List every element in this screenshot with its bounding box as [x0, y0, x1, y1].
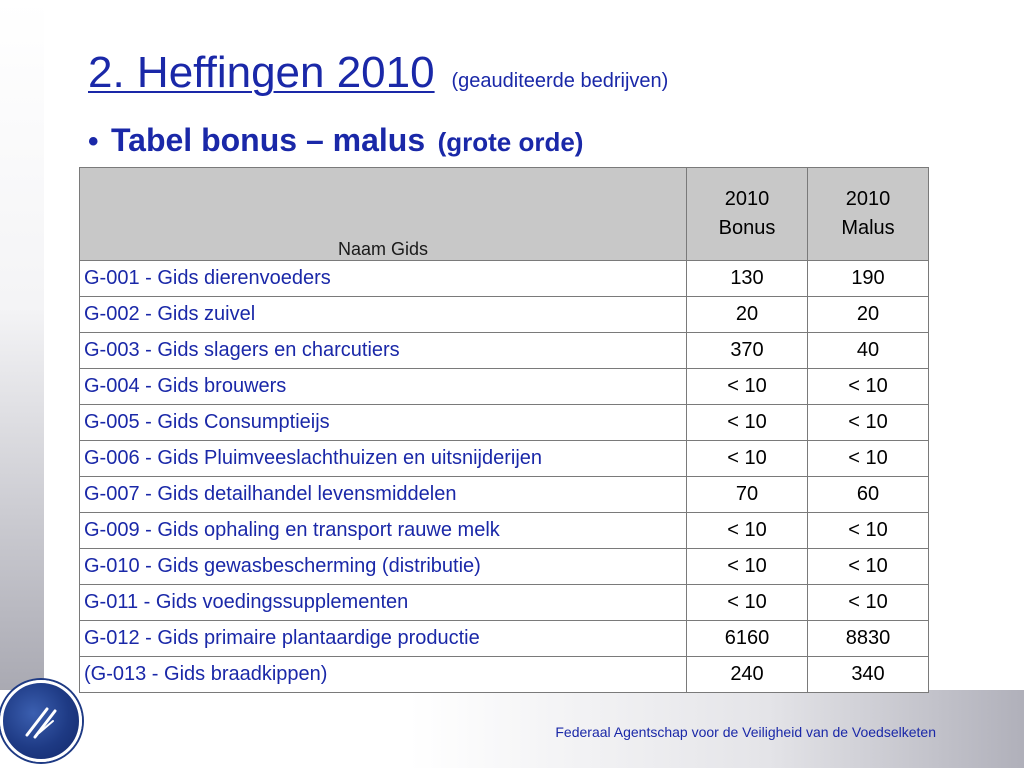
row-malus: < 10	[808, 585, 929, 621]
agency-logo	[0, 680, 82, 762]
row-bonus: < 10	[687, 585, 808, 621]
row-malus: 60	[808, 477, 929, 513]
header-bonus-label: Bonus	[718, 217, 776, 239]
header-bonus-year: 2010	[724, 188, 770, 210]
table-row	[80, 405, 929, 441]
row-malus: 20	[808, 297, 929, 333]
row-bonus: < 10	[687, 441, 808, 477]
slide-title	[88, 48, 668, 98]
slide-title-main: 2. Heffingen 2010	[88, 48, 435, 97]
row-malus: < 10	[808, 369, 929, 405]
left-decor-band	[0, 0, 44, 768]
row-bonus: 20	[687, 297, 808, 333]
row-name: G-002 - Gids zuivel	[80, 297, 687, 333]
row-name: G-009 - Gids ophaling en transport rauwe melk	[80, 513, 687, 549]
table-row	[80, 369, 929, 405]
row-name: G-005 - Gids Consumptieijs	[80, 405, 687, 441]
header-malus-year: 2010	[845, 188, 891, 210]
row-malus: < 10	[808, 441, 929, 477]
bullet-heading	[88, 122, 583, 159]
table-row	[80, 621, 929, 657]
row-name: G-004 - Gids brouwers	[80, 369, 687, 405]
row-bonus: < 10	[687, 369, 808, 405]
table-row	[80, 513, 929, 549]
table-row	[80, 441, 929, 477]
bullet-heading-main: Tabel bonus – malus	[110, 122, 426, 158]
row-malus: < 10	[808, 405, 929, 441]
row-name: G-010 - Gids gewasbescherming (distributie)	[80, 549, 687, 585]
table-body	[80, 261, 929, 693]
header-malus-label: Malus	[841, 217, 895, 239]
fork-knife-icon	[17, 697, 65, 745]
table-row	[80, 585, 929, 621]
table-row	[80, 549, 929, 585]
row-name: G-001 - Gids dierenvoeders	[80, 261, 687, 297]
table-row	[80, 333, 929, 369]
header-bonus	[687, 168, 808, 261]
row-malus: 40	[808, 333, 929, 369]
row-name: G-012 - Gids primaire plantaardige productie	[80, 621, 687, 657]
row-bonus: 70	[687, 477, 808, 513]
row-name: G-006 - Gids Pluimveeslachthuizen en uitsnijderijen	[80, 441, 687, 477]
bullet-dot-icon: •	[88, 125, 99, 158]
row-bonus: 370	[687, 333, 808, 369]
row-malus: < 10	[808, 513, 929, 549]
row-bonus: 130	[687, 261, 808, 297]
row-malus: 190	[808, 261, 929, 297]
row-malus: < 10	[808, 549, 929, 585]
table-row	[80, 657, 929, 693]
row-bonus: < 10	[687, 549, 808, 585]
row-name: G-011 - Gids voedingssupplementen	[80, 585, 687, 621]
footer-agency-name: Federaal Agentschap voor de Veiligheid van de Voedselketen	[555, 724, 936, 740]
row-malus: 340	[808, 657, 929, 693]
row-bonus: < 10	[687, 513, 808, 549]
row-name: G-003 - Gids slagers en charcutiers	[80, 333, 687, 369]
bonus-malus-table	[79, 167, 929, 693]
bullet-heading-sub: (grote orde)	[437, 127, 584, 157]
table-header-row	[80, 168, 929, 261]
slide-title-sub: (geauditeerde bedrijven)	[451, 70, 669, 92]
row-name: G-007 - Gids detailhandel levensmiddelen	[80, 477, 687, 513]
table-row	[80, 297, 929, 333]
row-bonus: 240	[687, 657, 808, 693]
header-malus	[808, 168, 929, 261]
row-bonus: 6160	[687, 621, 808, 657]
row-name: (G-013 - Gids braadkippen)	[80, 657, 687, 693]
row-malus: 8830	[808, 621, 929, 657]
header-naam-gids: Naam Gids	[80, 168, 687, 261]
table-row	[80, 477, 929, 513]
table-row	[80, 261, 929, 297]
row-bonus: < 10	[687, 405, 808, 441]
